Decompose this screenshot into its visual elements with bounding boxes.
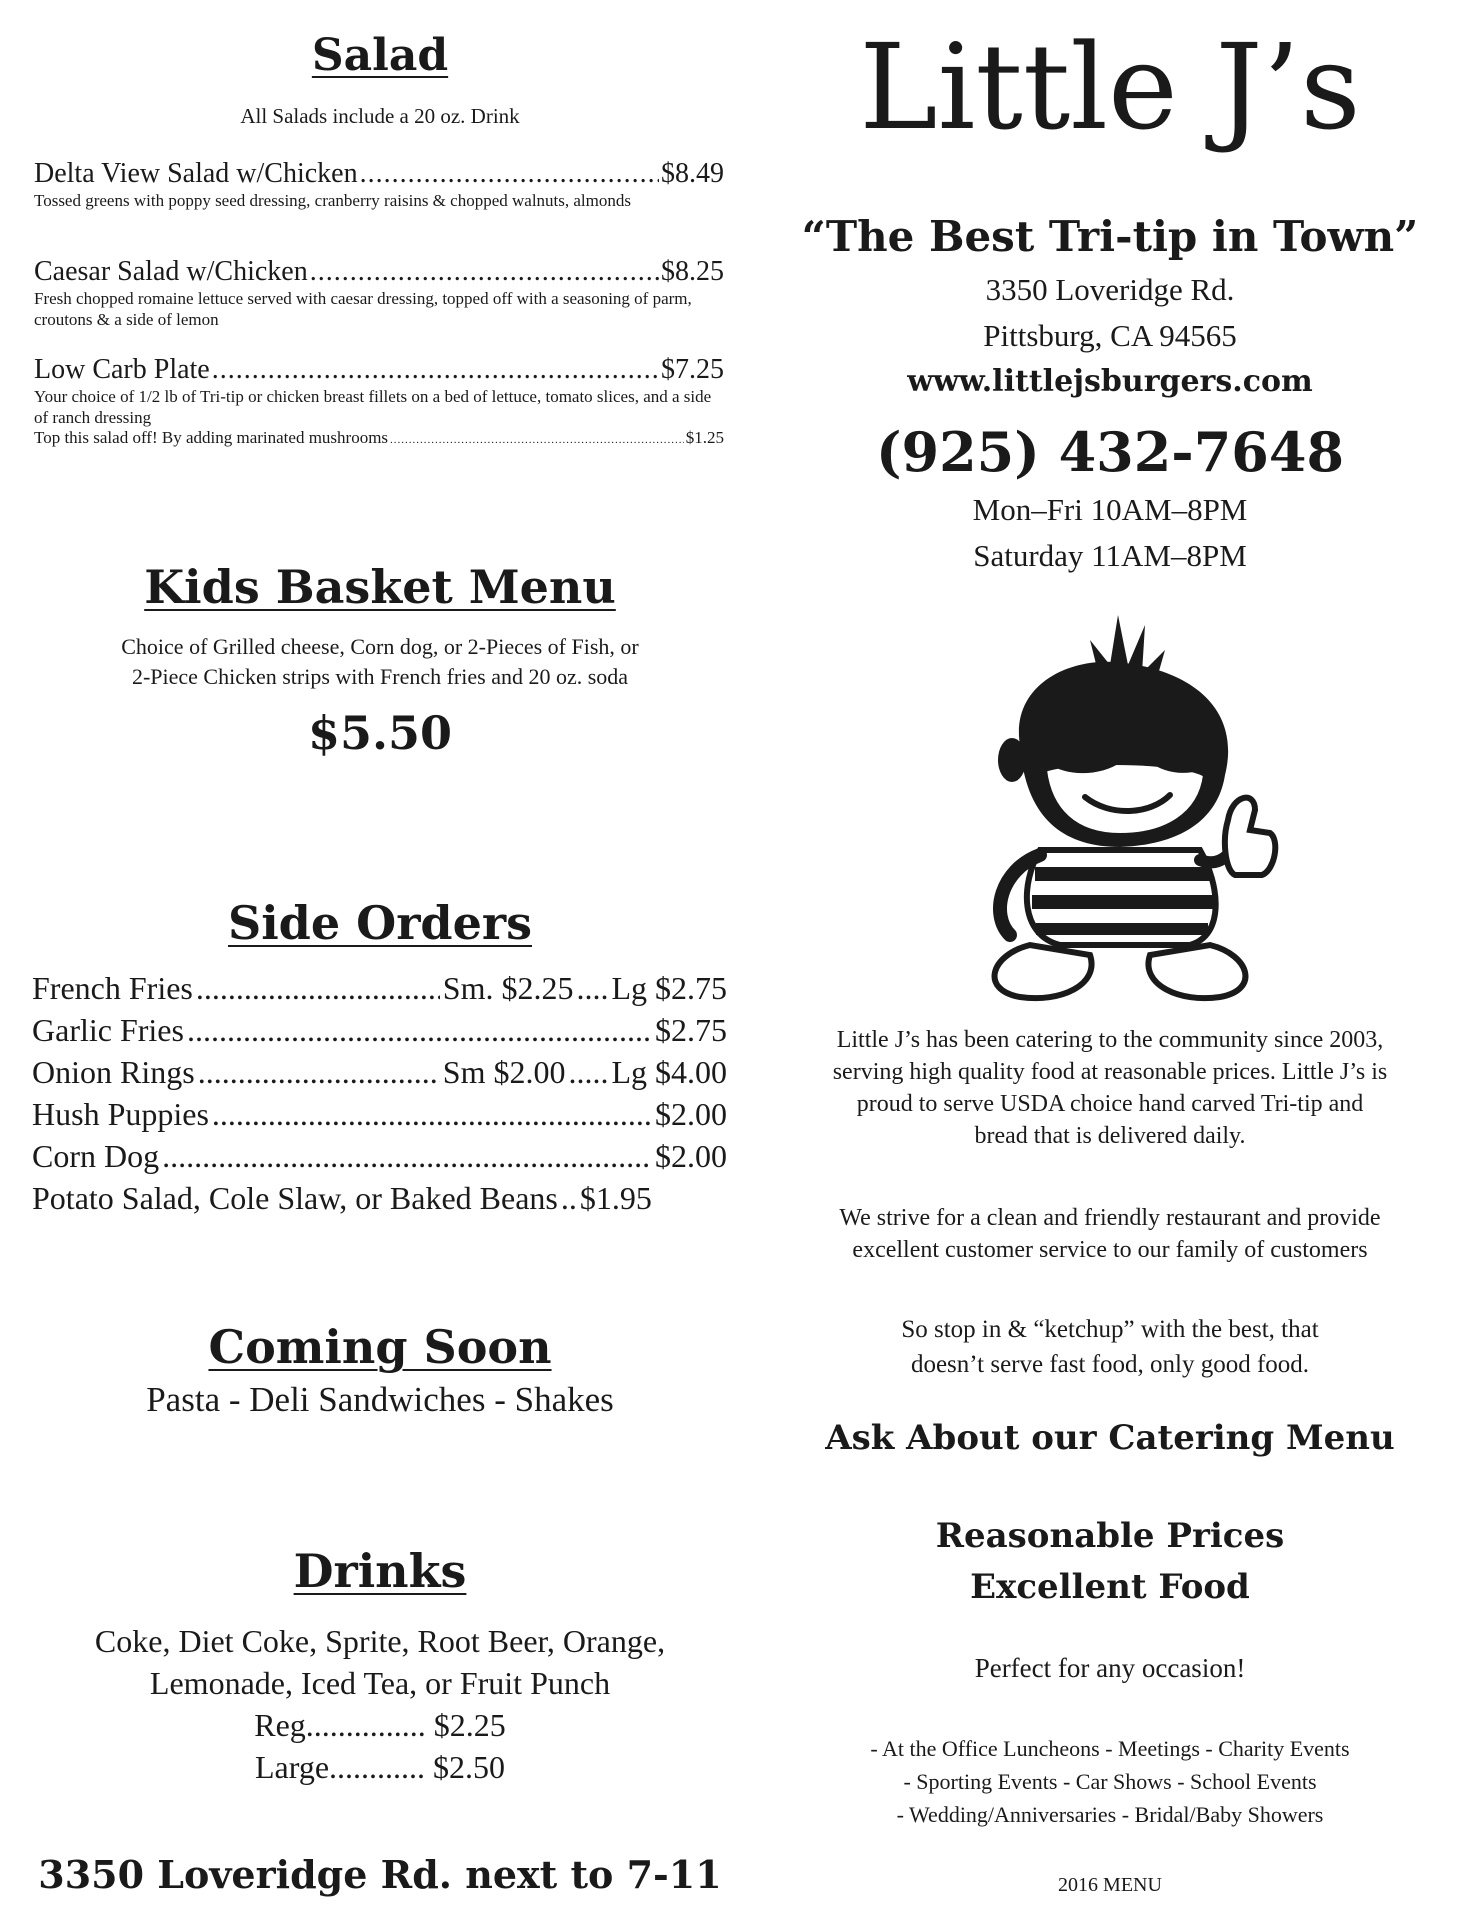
salad-subtitle: All Salads include a 20 oz. Drink	[240, 104, 520, 128]
salad-addon: Top this salad off! By adding marinated mushrooms ..... $1.25	[34, 428, 724, 448]
salad-item	[34, 158, 724, 211]
drinks-large: Large............ $2.50	[254, 1749, 506, 1785]
item-name: Caesar Salad w/Chicken	[34, 256, 308, 287]
kids-heading: Kids Basket Menu	[144, 560, 616, 614]
leader-dots	[390, 434, 684, 446]
perfect-occasion: Perfect for any occasion!	[974, 1653, 1246, 1683]
drinks-line-2: Lemonade, Iced Tea, or Fruit Punch	[149, 1665, 611, 1701]
catering-events: - At the Office Luncheons - Meetings - Charity Events - Sporting Events - Car Shows - School Events - Wedding/Anniversaries - Bridal/Baby Showers	[870, 1736, 1350, 1827]
drinks-line-1: Coke, Diet Coke, Sprite, Root Beer, Orange,	[94, 1623, 666, 1659]
item-price: $7.25	[661, 354, 724, 385]
list-item: Potato Salad, Cole Slaw, or Baked Beans .. $1.95	[32, 1180, 652, 1216]
salad-heading: Salad	[311, 30, 449, 81]
item-name: Low Carb Plate	[34, 354, 210, 385]
hours-weekday: Mon–Fri 10AM–8PM	[972, 492, 1248, 527]
drinks-heading: Drinks	[293, 1544, 467, 1598]
side-orders-list	[32, 967, 727, 1219]
item-price: $8.25	[661, 256, 724, 287]
coming-soon-items: Pasta - Deli Sandwiches - Shakes	[146, 1380, 614, 1419]
drinks-reg: Reg............... $2.25	[254, 1707, 506, 1743]
leader-dots	[212, 354, 659, 386]
about-paragraph-1: Little J’s has been catering to the community since 2003, serving high quality food at reasonable prices. Little J’s is proud to serve USDA choice hand carved Tri-tip and bread that is delivered daily.	[832, 1027, 1388, 1149]
item-price: $8.49	[661, 158, 724, 189]
kids-line-2: 2-Piece Chicken strips with French fries and 20 oz. soda	[131, 664, 629, 689]
item-description: Tossed greens with poppy seed dressing, cranberry raisins & chopped walnuts, almonds	[34, 191, 631, 210]
right-column	[760, 0, 1460, 1920]
catering-heading: Ask About our Catering Menu	[825, 1418, 1395, 1458]
website-link[interactable]: www.littlejsburgers.com	[907, 364, 1313, 399]
street-address: 3350 Loveridge Rd.	[985, 272, 1235, 307]
footer-address: 3350 Loveridge Rd. next to 7-11	[38, 1852, 722, 1897]
about-paragraph-3: So stop in & “ketchup” with the best, that doesn’t serve fast food, only good food.	[901, 1316, 1319, 1378]
kids-line-1: Choice of Grilled cheese, Corn dog, or 2-Pieces of Fish, or	[121, 634, 639, 659]
leader-dots	[310, 256, 659, 288]
excellent-food: Excellent Food	[970, 1567, 1250, 1607]
item-description: Fresh chopped romaine lettuce served with caesar dressing, topped off with a seasoning of parm, croutons & a side of lemon	[34, 289, 692, 329]
hours-saturday: Saturday 11AM–8PM	[973, 538, 1247, 573]
kids-price: $5.50	[307, 706, 453, 760]
list-item: Corn Dog ..... $2.00	[32, 1135, 727, 1177]
left-column	[30, 0, 730, 1920]
list-item: French Fries ..... Sm. $2.25 .... Lg $2.75	[32, 967, 727, 1009]
about-paragraph-2: We strive for a clean and friendly restaurant and provide excellent customer service to our family of customers	[839, 1205, 1381, 1263]
thumbs-up-baby-mascot-icon	[950, 585, 1290, 1005]
tagline: “The Best Tri-tip in Town”	[801, 212, 1419, 261]
list-item: Onion Rings ..... Sm $2.00 ..... Lg $4.00	[32, 1051, 727, 1093]
phone-number[interactable]: (925) 432-7648	[875, 420, 1345, 484]
list-item: Hush Puppies ..... $2.00	[32, 1093, 727, 1135]
leader-dots	[360, 158, 659, 190]
city-address: Pittsburg, CA 94565	[983, 318, 1237, 353]
reasonable-prices: Reasonable Prices	[935, 1516, 1285, 1556]
menu-year: 2016 MENU	[1058, 1874, 1162, 1896]
salad-item	[34, 256, 724, 330]
item-name: Delta View Salad w/Chicken	[34, 158, 358, 189]
coming-soon-heading: Coming Soon	[208, 1320, 552, 1374]
list-item: Garlic Fries ..... $2.75	[32, 1009, 727, 1051]
brand-logo: Little J’s	[859, 18, 1361, 156]
salad-item	[34, 354, 724, 448]
item-description: Your choice of 1/2 lb of Tri-tip or chicken breast fillets on a bed of lettuce, tomato slices, and a side of ranch dressing	[34, 387, 712, 427]
side-orders-heading: Side Orders	[227, 896, 532, 950]
